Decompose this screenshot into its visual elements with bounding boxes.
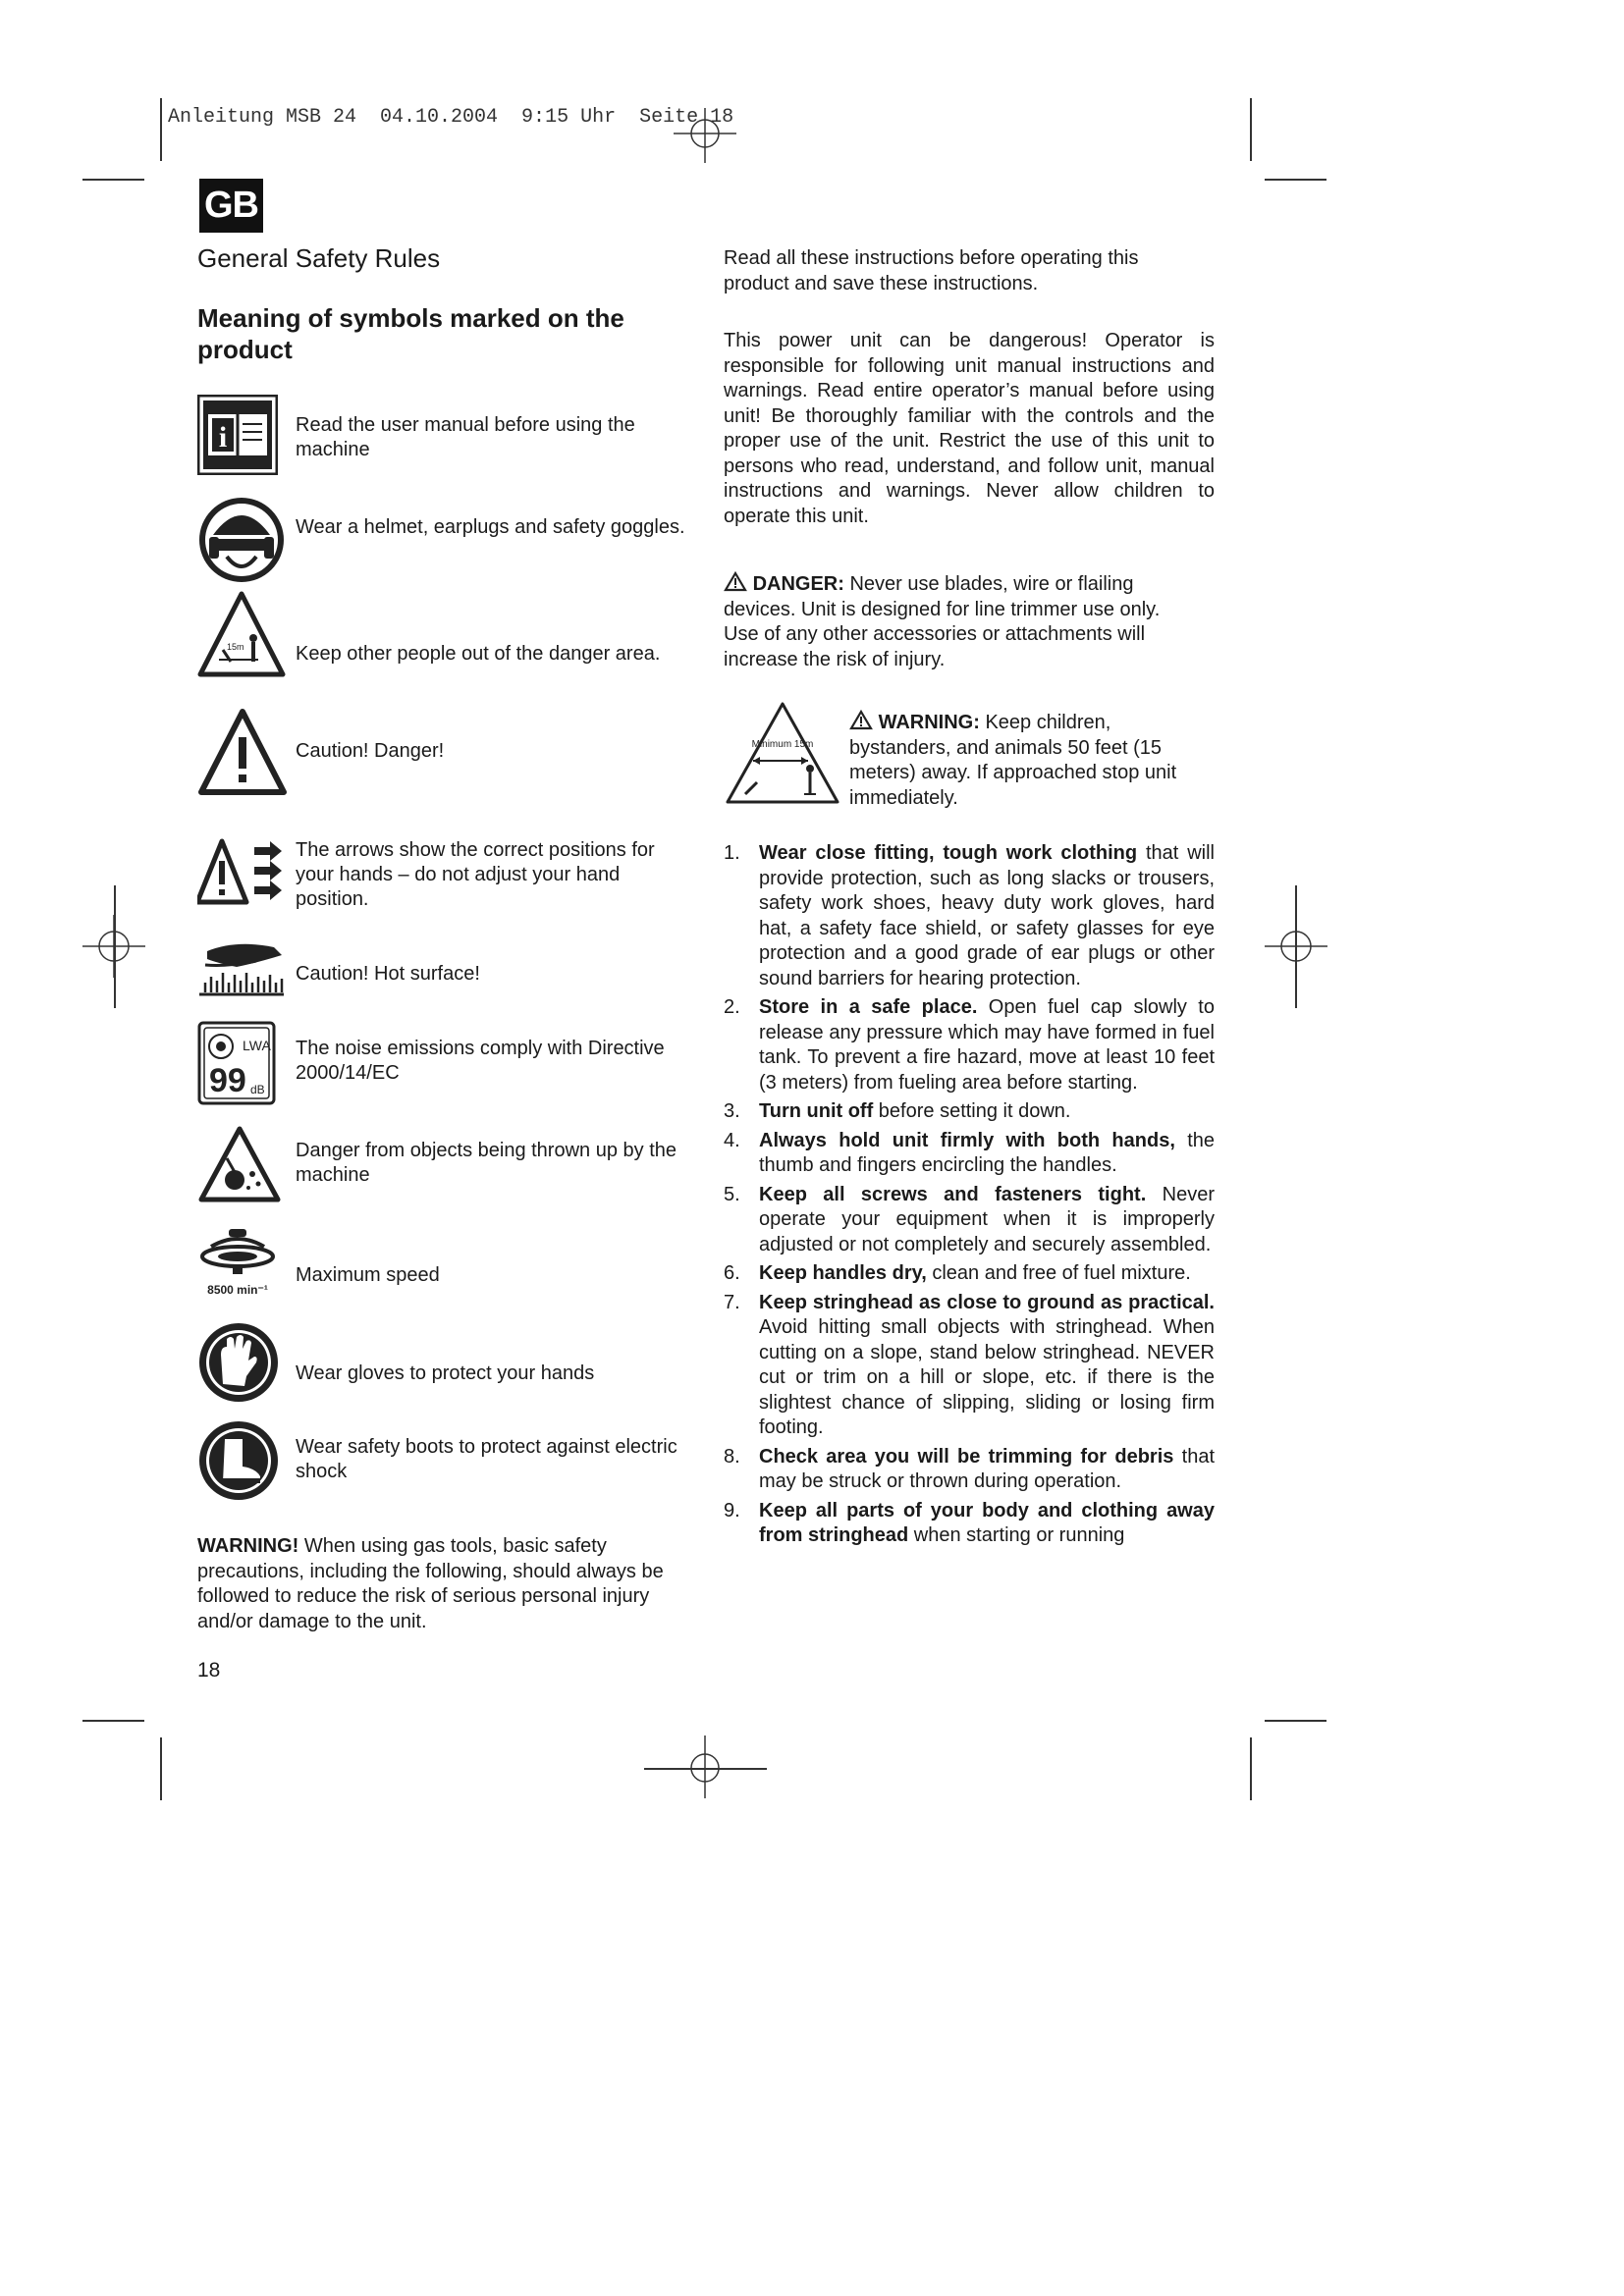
danger-paragraph	[724, 571, 1193, 672]
warning-paragraph	[849, 710, 1203, 811]
crop-mark	[1265, 1720, 1326, 1722]
symbol-text-hand-position: The arrows show the correct positions for your hands – do not adjust your hand position.	[296, 839, 655, 910]
danger-area-label: 15m	[227, 642, 244, 652]
distance-icon-label: Minimum 15m	[751, 739, 814, 750]
symbol-text-helmet: Wear a helmet, earplugs and safety goggles.	[296, 516, 685, 538]
registration-mark-icon	[1265, 915, 1327, 978]
registration-mark-icon	[674, 1735, 736, 1798]
symbol-text-caution: Caution! Danger!	[296, 740, 445, 762]
svg-text:i: i	[218, 421, 228, 454]
max-speed-label: 8500 min⁻¹	[207, 1283, 268, 1297]
print-slug: Anleitung MSB 24 04.10.2004 9:15 Uhr Seite 18	[168, 106, 734, 129]
power-unit-paragraph: This power unit can be dangerous! Operator is responsible for following unit manual instructions and warnings. Read entire operator’s manual before using unit! Be thoroughly familiar with the controls and the proper use of the unit. Restrict the use of this unit to persons who read, understand, and follow unit, manual instructions and warnings. Never allow children to operate this unit.	[724, 330, 1215, 527]
section-title: General Safety Rules	[197, 243, 441, 273]
symbol-text-danger-area: Keep other people out of the danger area.	[296, 643, 661, 665]
max-speed-icon	[197, 1227, 278, 1298]
crop-mark	[1250, 98, 1252, 161]
warning-triangle-icon	[724, 571, 747, 592]
safety-boots-icon	[197, 1419, 280, 1502]
danger-label: DANGER:	[752, 573, 844, 595]
subtitle: Meaning of symbols marked on the product	[197, 303, 624, 364]
list-item: 7. Keep stringhead as close to ground as practical. Avoid hitting small objects with stringhead. When cutting on a slope, stand below stringhead. NEVER cut or trim on a hill or slope, etc. if there is the slightest chance of slipping, sliding or losing firm footing.	[724, 1291, 1215, 1438]
left-warning-paragraph	[197, 1534, 667, 1634]
caution-triangle-icon	[197, 708, 288, 796]
language-badge: GB	[199, 179, 263, 233]
crop-mark	[1265, 179, 1326, 181]
list-item: 4. Always hold unit firmly with both hands, the thumb and fingers encircling the handles.	[724, 1129, 1216, 1176]
hand-position-arrows-icon	[197, 837, 286, 906]
danger-area-15m-icon	[197, 591, 286, 677]
gloves-icon	[197, 1321, 280, 1404]
crop-mark	[1250, 1737, 1252, 1800]
registration-mark-icon	[82, 915, 145, 978]
thrown-objects-icon	[197, 1125, 282, 1203]
warning-label: WARNING!	[197, 1535, 299, 1557]
list-item: 2. Store in a safe place. Open fuel cap slowly to release any pressure which may have formed in fuel tank. To prevent a fire hazard, move at least 10 feet (3 meters) from fueling area before starting.	[724, 996, 1215, 1094]
helmet-earplugs-goggles-icon	[197, 496, 286, 584]
crop-mark	[160, 1737, 162, 1800]
list-item: 9. Keep all parts of your body and clothing away from stringhead when starting or running	[724, 1499, 1215, 1546]
symbol-text-noise: The noise emissions comply with Directive 2000/14/EC	[296, 1038, 665, 1084]
manual-book-icon	[197, 395, 278, 475]
warning-triangle-icon	[849, 710, 873, 730]
warning-label: WARNING:	[878, 712, 980, 733]
crop-mark	[82, 179, 144, 181]
symbol-text-max-speed: Maximum speed	[296, 1264, 440, 1286]
intro-paragraph: Read all these instructions before operating this product and save these instructions.	[724, 247, 1139, 294]
crop-mark	[82, 1720, 144, 1722]
safety-rules-list	[724, 841, 1215, 1553]
warning-text: When using gas tools, basic safety precautions, including the following, should always be followed to reduce the risk of serious personal injury and/or damage to the unit.	[197, 1535, 664, 1632]
page-number: 18	[197, 1659, 221, 1682]
symbol-text-gloves: Wear gloves to protect your hands	[296, 1362, 595, 1384]
noise-value-label: 99	[209, 1062, 246, 1099]
list-item: 6. Keep handles dry, clean and free of fuel mixture.	[724, 1262, 1191, 1284]
noise-lwa-label: LWA	[243, 1038, 271, 1053]
list-item: 3. Turn unit off before setting it down.	[724, 1100, 1071, 1122]
noise-unit-label: dB	[250, 1083, 265, 1096]
symbol-text-thrown-objects: Danger from objects being thrown up by the machine	[296, 1140, 677, 1186]
list-item: 1. Wear close fitting, tough work clothing that will provide protection, such as long slacks or trousers, safety work shoes, heavy duty work gloves, hard hat, a safety face shield, or safety glasses for eye protection and a good grade of ear plugs or other sound barriers for hearing protection.	[724, 842, 1216, 989]
symbol-text-boots: Wear safety boots to protect against electric shock	[296, 1436, 677, 1482]
crop-mark	[160, 98, 162, 161]
hot-surface-icon	[197, 937, 286, 996]
danger-text: Never use blades, wire or flailing devices. Unit is designed for line trimmer use only. Use of any other accessories or attachments will increase the risk of injury.	[724, 573, 1161, 670]
warning-text: Keep children, bystanders, and animals 50 feet (15 meters) away. If approached stop unit immediately.	[849, 712, 1177, 809]
symbol-text-manual: Read the user manual before using the machine	[296, 414, 635, 460]
list-item: 5. Keep all screws and fasteners tight. Never operate your equipment when it is improperly adjusted or not completely and securely assembled.	[724, 1183, 1215, 1255]
symbol-text-hot-surface: Caution! Hot surface!	[296, 963, 480, 985]
list-item: 8. Check area you will be trimming for debris that may be struck or thrown during operation.	[724, 1445, 1215, 1492]
noise-99db-icon	[197, 1021, 276, 1105]
minimum-distance-icon	[724, 700, 841, 806]
